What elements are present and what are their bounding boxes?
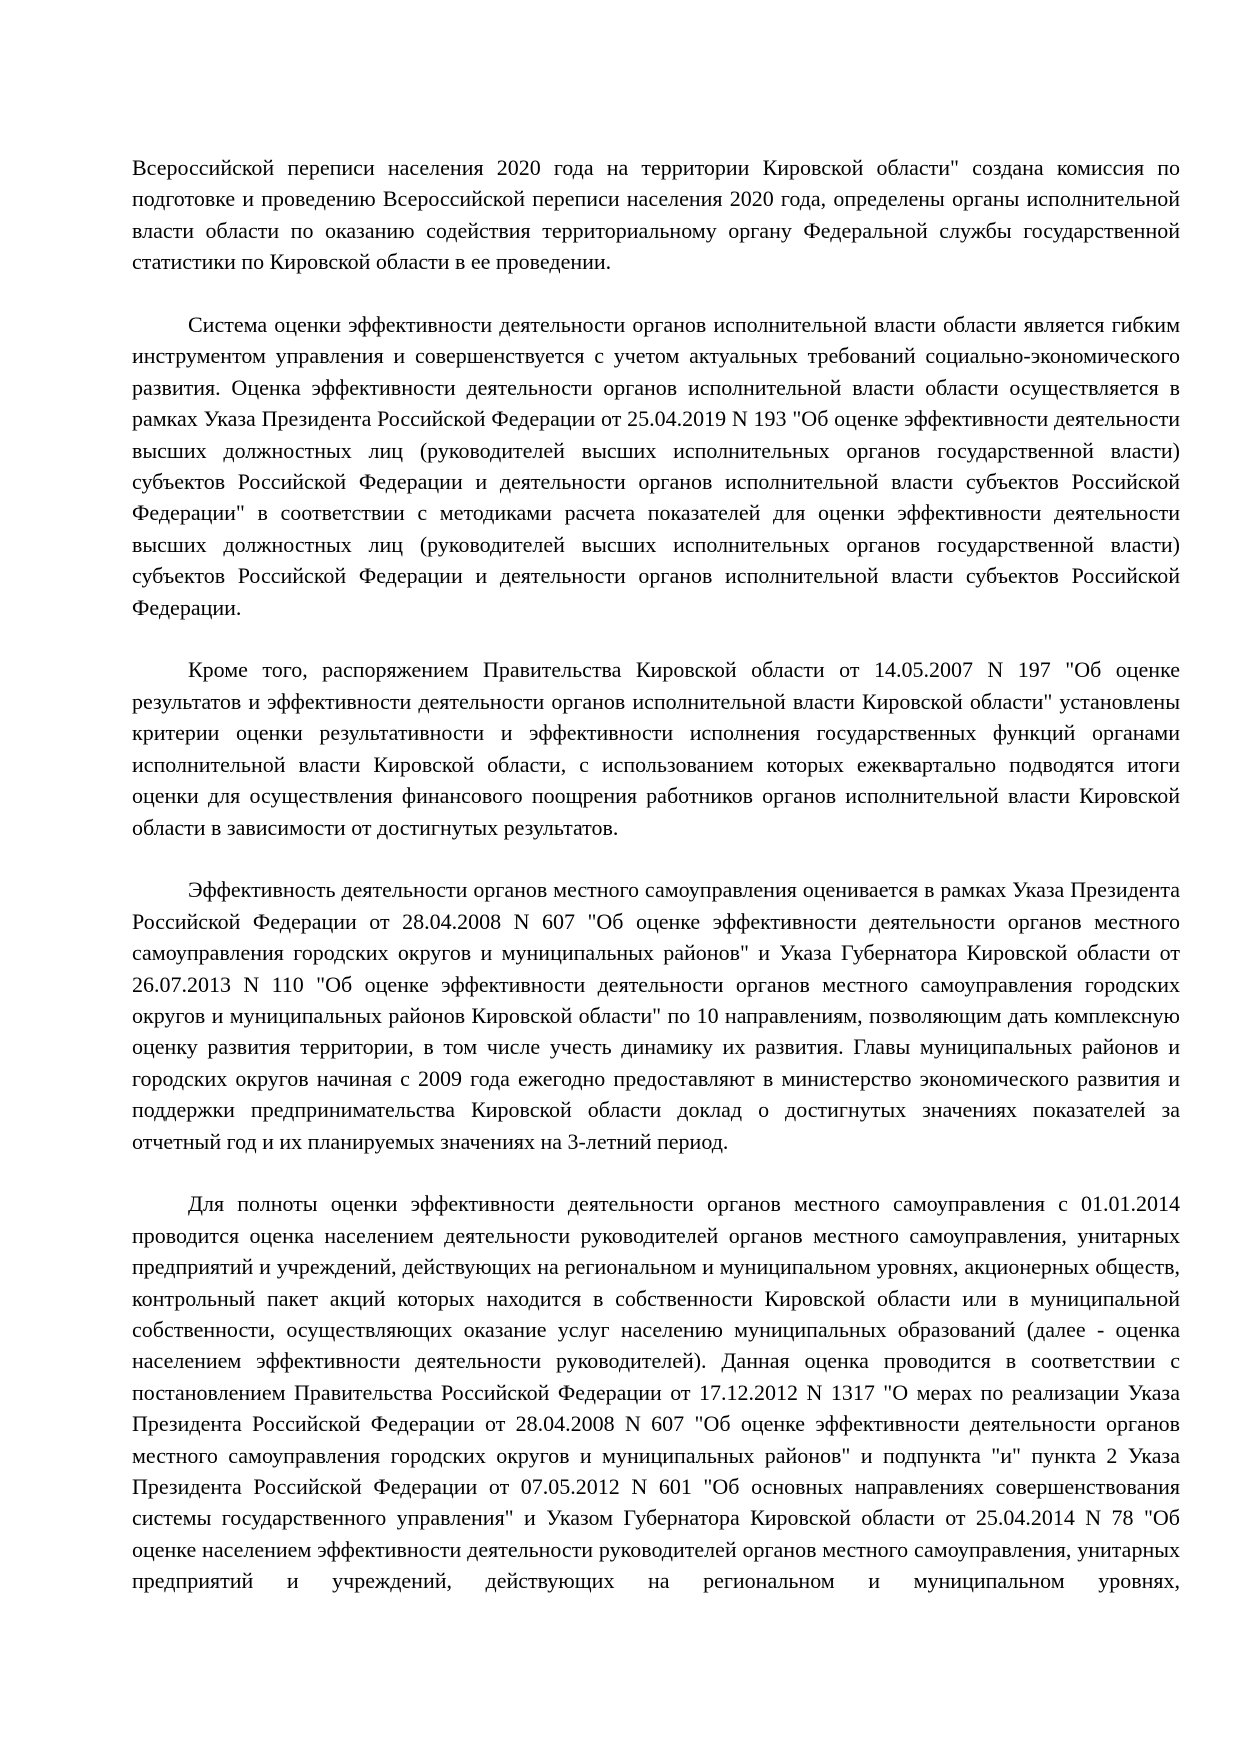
paragraph-population-assessment: Для полноты оценки эффективности деятельности органов местного самоуправления с 01.01.2014 проводится оценка населением деятельности руководителей органов местного самоуправления, унитарных предприятий и учреждений, действующих на региональном и муниципальном уровнях, акционерных обществ, контрольный пакет акций которых находится в собственности Кировской области или в муниципальной собственности, осуществляющих оказание услуг населению муниципальных образований (далее - оценка населением эффективности деятельности руководителей). Данная оценка проводится в соответствии с постановлением Правительства Российской Федерации от 17.12.2012 N 1317 "О мерах по реализации Указа Президента Российской Федерации от 28.04.2008 N 607 "Об оценке эффективности деятельности органов местного самоуправления городских округов и муниципальных районов" и подпункта "и" пункта 2 Указа Президента Российской Федерации от 07.05.2012 N 601 "Об основных направлениях совершенствования системы государственного управления" и Указом Губернатора Кировской области от 25.04.2014 N 78 "Об оценке населением эффективности деятельности руководителей органов местного самоуправления, унитарных предприятий и учреждений, действующих на региональном и муниципальном уровнях, (132, 1191, 1180, 1594)
paragraph-local-government-evaluation: Эффективность деятельности органов местного самоуправления оценивается в рамках Указа Президента Российской Федерации от 28.04.2008 N 607 "Об оценке эффективности деятельности органов местного самоуправления городских округов и муниципальных районов" и Указа Губернатора Кировской области от 26.07.2013 N 110 "Об оценке эффективности деятельности органов местного самоуправления городских округов и муниципальных районов Кировской области" по 10 направлениям, позволяющим дать комплексную оценку развития территории, в том числе учесть динамику их развития. Главы муниципальных районов и городских округов начиная с 2009 года ежегодно предоставляют в министерство экономического развития и поддержки предпринимательства Кировской области доклад о достигнутых значениях показателей за отчетный год и их планируемых значениях на 3-летний период. (132, 877, 1180, 1154)
document-page (132, 152, 1180, 1597)
paragraph-executive-evaluation: Система оценки эффективности деятельности органов исполнительной власти области является гибким инструментом управления и совершенствуется с учетом актуальных требований социально-экономического развития. Оценка эффективности деятельности органов исполнительной власти области осуществляется в рамках Указа Президента Российской Федерации от 25.04.2019 N 193 "Об оценке эффективности деятельности высших должностных лиц (руководителей высших исполнительных органов государственной власти) субъектов Российской Федерации и деятельности органов исполнительной власти субъектов Российской Федерации" в соответствии с методиками расчета показателей для оценки эффективности деятельности высших должностных лиц (руководителей высших исполнительных органов государственной власти) субъектов Российской Федерации и деятельности органов исполнительной власти субъектов Российской Федерации. (132, 312, 1180, 620)
paragraph-quarterly-criteria: Кроме того, распоряжением Правительства Кировской области от 14.05.2007 N 197 "Об оценке результатов и эффективности деятельности органов исполнительной власти Кировской области" установлены критерии оценки результативности и эффективности исполнения государственных функций органами исполнительной власти Кировской области, с использованием которых ежеквартально подводятся итоги оценки для осуществления финансового поощрения работников органов исполнительной власти Кировской области в зависимости от достигнутых результатов. (132, 657, 1180, 840)
paragraph-census-commission: Всероссийской переписи населения 2020 года на территории Кировской области" создана комиссия по подготовке и проведению Всероссийской переписи населения 2020 года, определены органы исполнительной власти области по оказанию содействия территориальному органу Федеральной службы государственной статистики по Кировской области в ее проведении. (132, 155, 1180, 275)
